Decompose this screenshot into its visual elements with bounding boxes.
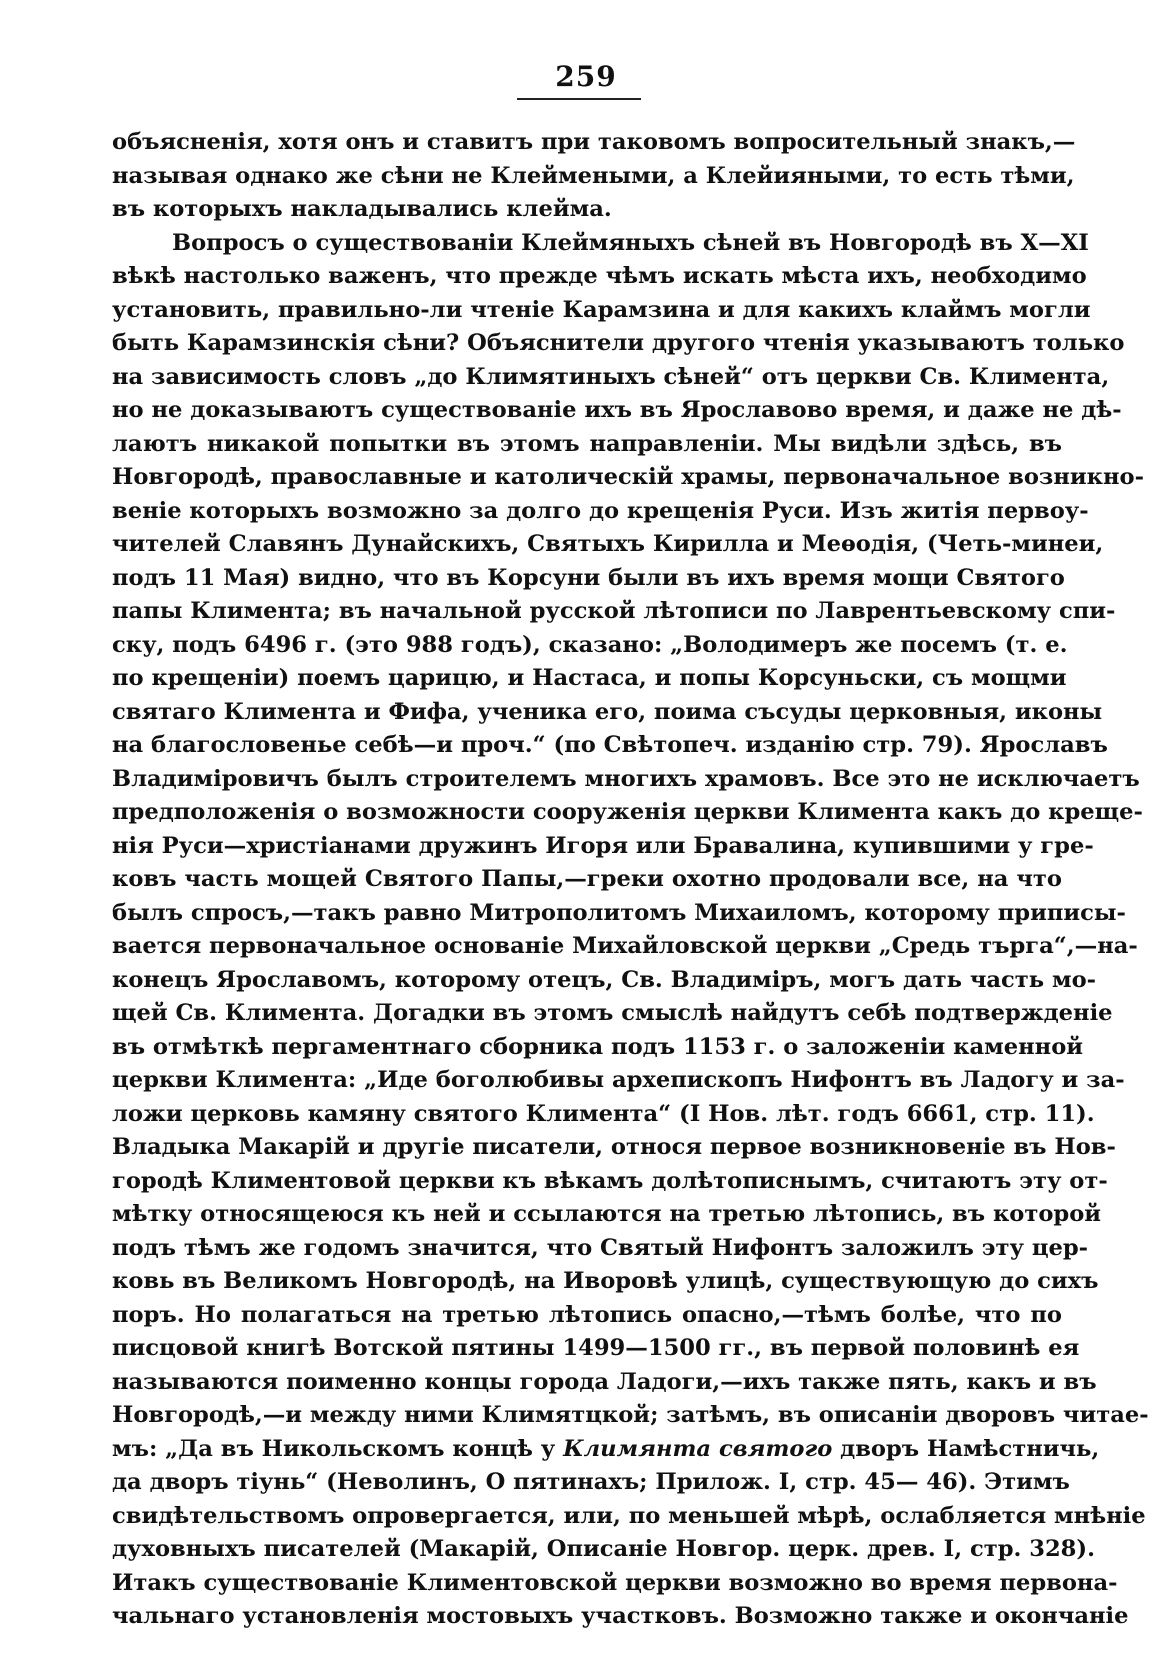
text-line: объясненія, хотя онъ и ставитъ при таковомъ вопросительный знакъ,— bbox=[112, 129, 1076, 155]
text-line: святаго Климента и Фифа, ученика его, поима съсуды церковныя, иконы bbox=[112, 698, 1103, 725]
body-text bbox=[112, 126, 1149, 1634]
text-line: Итакъ существованіе Климентовской церкви возможно во время первона- bbox=[112, 1569, 1118, 1596]
text-line: вѣкѣ настолько важенъ, что прежде чѣмъ искать мѣста ихъ, необходимо bbox=[112, 263, 1087, 289]
text-line: ковь въ Великомъ Новгородѣ, на Иворовѣ улицѣ, существующую до сихъ bbox=[112, 1268, 1099, 1294]
text-line: въ которыхъ накладывались клейма. bbox=[112, 196, 612, 222]
text-line: Владыка Макарій и другіе писатели, относя первое возникновеніе въ Нов- bbox=[112, 1134, 1116, 1160]
header-rule bbox=[517, 98, 641, 100]
text-line: церкви Климента: „Иде боголюбивы архепископъ Нифонтъ въ Ладогу и за- bbox=[112, 1067, 1125, 1093]
text-segment: мъ: „Да въ Никольскомъ концѣ у bbox=[112, 1435, 564, 1462]
text-line: но не доказываютъ существованіе ихъ въ Ярославово время, и даже не дѣ- bbox=[112, 397, 1122, 423]
text-line: быть Карамзинскія сѣни? Объяснители другого чтенія указываютъ только bbox=[112, 330, 1125, 356]
text-line: да дворъ тіунь“ (Неволинъ, О пятинахъ; Прилож. I, стр. 45— 46). Этимъ bbox=[112, 1469, 1070, 1495]
text-line: чальнаго установленія мостовыхъ участковъ. Возможно также и окончаніе bbox=[112, 1603, 1129, 1629]
text-line: былъ спросъ,—такъ равно Митрополитомъ Михаиломъ, которому приписы- bbox=[112, 899, 1126, 926]
italic-segment: Климянта святого bbox=[563, 1435, 833, 1462]
text-line bbox=[112, 1433, 1100, 1467]
text-line: называя однако же сѣни не Клеймеными, а Клейияными, то есть тѣми, bbox=[112, 162, 1075, 189]
text-line: городѣ Климентовой церкви къ вѣкамъ долѣтописнымъ, считаютъ эту от- bbox=[112, 1167, 1108, 1194]
text-line: установить, правильно-ли чтеніе Карамзина и для какихъ клаймъ могли bbox=[112, 296, 1091, 323]
text-line: въ отмѣткѣ пергаментнаго сборника подъ 1153 г. о заложеніи каменной bbox=[112, 1033, 1084, 1060]
text-segment: дворъ Намѣстничь, bbox=[832, 1435, 1100, 1462]
text-line: вается первоначальное основаніе Михайловской церкви „Средь търга“,—на- bbox=[112, 933, 1138, 959]
text-line: ложи церковь камяну святого Климента“ (I Нов. лѣт. годъ 6661, стр. 11). bbox=[112, 1100, 1095, 1127]
text-line: Новгородѣ,—и между ними Климятцкой; затѣмъ, въ описаніи дворовъ читае- bbox=[112, 1402, 1149, 1428]
text-line: веніе которыхъ возможно за долго до крещенія Руси. Изъ житія первоу- bbox=[112, 497, 1089, 524]
text-line: свидѣтельствомъ опровергается, или, по меньшей мѣрѣ, ослабляется мнѣніе bbox=[112, 1502, 1146, 1529]
text-line: Новгородѣ, православные и католическій храмы, первоначальное возникно- bbox=[112, 464, 1144, 490]
text-line: подъ тѣмъ же годомъ значится, что Святый Нифонтъ заложилъ эту цер- bbox=[112, 1234, 1089, 1261]
text-line: предположенія о возможности сооруженія церкви Климента какъ до крещe- bbox=[112, 799, 1143, 825]
text-line: лаютъ никакой попытки въ этомъ направленіи. Мы видѣли здѣсь, въ bbox=[112, 430, 1062, 457]
text-line: мѣтку относящеюся къ ней и ссылаются на третью лѣтопись, въ которой bbox=[112, 1201, 1102, 1227]
text-line: подъ 11 Мая) видно, что въ Корсуни были въ ихъ время мощи Святого bbox=[112, 564, 1065, 591]
text-line: чителей Славянъ Дунайскихъ, Святыхъ Кирилла и Меѳодія, (Четь-минеи, bbox=[112, 531, 1104, 557]
text-line: на зависимость словъ „до Климятиныхъ сѣней“ отъ церкви Св. Климента, bbox=[112, 363, 1110, 390]
text-line: конецъ Ярославомъ, которому отецъ, Св. Владиміръ, могъ дать часть мо- bbox=[112, 966, 1097, 993]
text-line: духовныхъ писателей (Макарій, Описаніе Новгор. церк. древ. I, стр. 328). bbox=[112, 1536, 1095, 1562]
text-line: по крещеніи) поемъ царицю, и Настаса, и попы Корсуньски, съ мощми bbox=[112, 665, 1067, 691]
text-line: Вопросъ о существованіи Клеймяныхъ сѣней въ Новгородѣ въ X—XI bbox=[172, 229, 1089, 256]
text-line: ковъ часть мощей Святого Папы,—греки охотно продовали все, на что bbox=[112, 866, 1062, 892]
text-line: на благословенье себѣ—и проч.“ (по Свѣтопеч. изданію стр. 79). Ярославъ bbox=[112, 732, 1108, 758]
text-line: ску, подъ 6496 г. (это 988 годъ), сказано: „Володимеръ же посемъ (т. е. bbox=[112, 631, 1068, 658]
text-line: писцовой книгѣ Вотской пятины 1499—1500 гг., въ первой половинѣ ея bbox=[112, 1335, 1080, 1361]
text-line: называются поименно концы города Ладоги,—ихъ также пять, какъ и въ bbox=[112, 1368, 1097, 1395]
text-line: нія Руси—христіанами дружинъ Игоря или Бравалина, купившими у гре- bbox=[112, 832, 1094, 859]
text-line: щей Св. Климента. Догадки въ этомъ смыслѣ найдутъ себѣ подтвержденіе bbox=[112, 1000, 1113, 1026]
page-number: 259 bbox=[555, 60, 617, 93]
text-line: поръ. Но полагаться на третью лѣтопись опасно,—тѣмъ болѣе, что по bbox=[112, 1301, 1062, 1328]
text-line: папы Климента; въ начальной русской лѣтописи по Лаврентьевскому спи- bbox=[112, 598, 1116, 624]
text-line: Владиміровичъ былъ строителемъ многихъ храмовъ. Все это не исключаетъ bbox=[112, 765, 1140, 792]
